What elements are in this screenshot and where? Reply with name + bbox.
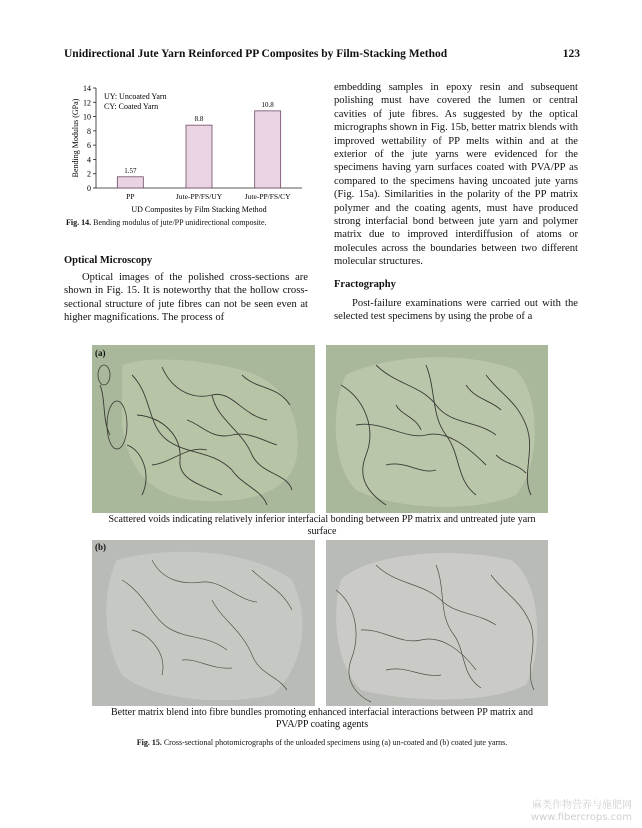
watermark — [531, 800, 632, 824]
micrograph-b-left-image — [92, 540, 315, 706]
x-axis-label: UD Composites by Film Stacking Method — [131, 205, 267, 214]
micrograph-a-right-image — [326, 345, 548, 513]
micrograph-b-right — [326, 540, 548, 706]
micrograph-b-right-image — [326, 540, 548, 706]
fig14-caption — [66, 218, 316, 227]
micrograph-a-right — [326, 345, 548, 513]
fig14-caption-label: Fig. 14. — [66, 218, 92, 227]
fig15-caption — [64, 738, 580, 747]
y-tick-label: 0 — [87, 184, 91, 193]
micrograph-b-left — [92, 540, 315, 706]
bar-value-label: 1.57 — [124, 166, 137, 175]
page-number: 123 — [562, 48, 580, 60]
x-tick-label: Jute-PP/FS/UY — [175, 192, 223, 201]
panel-a-caption: Scattered voids indicating relatively inferior interfacial bonding between PP matrix and untreated jute yarn surface — [108, 514, 536, 537]
bending-modulus-chart — [64, 78, 314, 218]
micrograph-a-left — [92, 345, 315, 513]
y-tick-label: 8 — [87, 126, 91, 136]
fig14-caption-text: Bending modulus of jute/PP unidirectional composite. — [93, 218, 267, 227]
y-tick-label: 4 — [87, 155, 91, 165]
y-tick-label: 12 — [83, 98, 91, 108]
watermark-line1: 麻类作物营养与施肥网 — [532, 800, 632, 811]
bar-jute-pp-fs-uy — [186, 125, 212, 188]
bar-jute-pp-fs-cy — [255, 111, 281, 188]
legend-entry-uy: UY: Uncoated Yarn — [104, 92, 167, 101]
bar-pp — [117, 177, 143, 188]
watermark-line2: www.fibercrops.com — [530, 812, 632, 823]
micrograph-a-left-image — [92, 345, 315, 513]
running-header — [64, 48, 580, 66]
right-column-paragraph: embedding samples in epoxy resin and subsequent polishing must have covered the lumen or central cavities of jute fibres. As suggested by the optical micrographs shown in Fig. 15b, better matrix blends with improved wettability of PP melts within and at the exterior of the jute yarns were evidenced for the specimens having yarn surfaces coated with PVA/PP as compared to the specimens having uncoated jute yarns (Fig. 15a). Similarities in the polarity of the PP matrix polymer and the coating agents, must have produced strong interfacial bond between jute yarn and polymer matrix due to improved interdiffusion of atoms or molecules across the boundaries between two different molecular structures. — [334, 82, 578, 268]
y-tick-label: 14 — [83, 84, 91, 93]
x-tick-label: Jute-PP/FS/CY — [244, 192, 291, 201]
y-axis-label: Bending Modulus (GPa) — [71, 98, 80, 178]
y-tick-label: 2 — [87, 169, 91, 179]
section-heading-optical-microscopy: Optical Microscopy — [64, 255, 153, 266]
bar-value-label: 8.8 — [194, 115, 204, 124]
y-tick-label: 10 — [83, 112, 91, 122]
fig15-caption-label: Fig. 15. — [136, 738, 162, 747]
bar-value-label: 10.8 — [261, 100, 274, 109]
panel-b-label: (b) — [95, 542, 106, 552]
section-heading-fractography: Fractography — [334, 279, 396, 290]
panel-b-caption: Better matrix blend into fibre bundles promoting enhanced interfacial interactions between PP matrix and PVA/PP coating agents — [110, 707, 533, 730]
legend-entry-cy: CY: Coated Yarn — [104, 102, 159, 111]
running-title: Unidirectional Jute Yarn Reinforced PP Composites by Film-Stacking Method — [64, 48, 448, 60]
x-tick-label: PP — [126, 192, 135, 201]
fig15-caption-text: Cross-sectional photomicrographs of the unloaded specimens using (a) un-coated and (b) coated jute yarns. — [163, 738, 508, 747]
optical-microscopy-paragraph: Optical images of the polished cross-sections are shown in Fig. 15. It is noteworthy that the hollow cross-sectional structure of jute fibres can not be seen even at higher magnifications. The process of — [64, 272, 308, 324]
chart-svg — [64, 78, 314, 218]
fractography-paragraph: Post-failure examinations were carried out with the selected test specimens by using the probe of a — [334, 298, 578, 323]
panel-a-label: (a) — [95, 348, 106, 358]
y-tick-label: 6 — [87, 141, 91, 151]
